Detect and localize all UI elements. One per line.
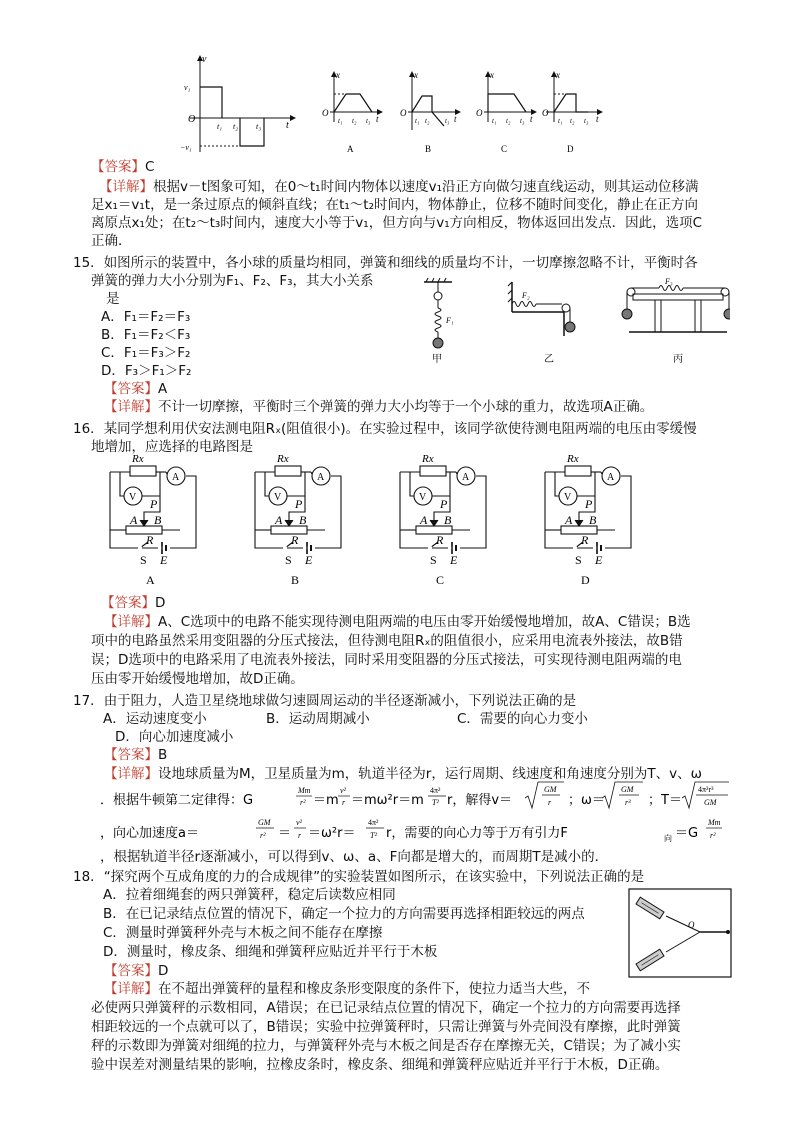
q17-answer: 【答案】B <box>104 747 168 763</box>
svg-text:A: A <box>347 144 354 154</box>
svg-text:x: x <box>336 70 340 80</box>
svg-text:4π²: 4π² <box>430 786 441 795</box>
svg-text:t₃: t₃ <box>520 117 525 125</box>
q15-stem-line-2: 弹簧的弹力大小分别为F₁、F₂、F₃，其大小关系 <box>91 273 374 289</box>
svg-text:x: x <box>490 70 494 80</box>
svg-text:乙: 乙 <box>544 354 554 365</box>
circuit-letter: C <box>436 573 445 587</box>
circuit-c <box>400 453 486 587</box>
svg-text:t₁: t₁ <box>338 117 343 125</box>
svg-text:D: D <box>567 144 574 154</box>
svg-text:＝mω²r＝m: ＝mω²r＝m <box>351 793 424 808</box>
svg-text:．根据牛顿第二定律得：G: ．根据牛顿第二定律得：G <box>100 793 254 808</box>
svg-text:向: 向 <box>664 834 672 843</box>
q14-explain-line-1: 【详解】根据v－t图象可知，在0～t₁时间内物体以速度v₁沿正方向做匀速直线运动，则其运动位移满 <box>99 179 699 195</box>
label-b: B <box>299 513 307 527</box>
q17-option-b: B．运动周期减小 <box>266 711 370 727</box>
svg-text:t₁: t₁ <box>492 117 497 125</box>
svg-text:t₁: t₁ <box>415 117 420 125</box>
svg-text:4π²: 4π² <box>368 818 379 827</box>
q18-explain-line-3: 相距较远的一个点就可以了，B错误；实验中拉弹簧秤时，只需让弹簧与外壳间没有摩擦，此时弹簧 <box>91 1019 681 1035</box>
q16-explain-line-1: 【详解】A、C选项中的电路不能实现待测电阻两端的电压由零开始缓慢地增加，故A、C错误；B选 <box>104 614 691 630</box>
svg-text:t: t <box>596 114 599 124</box>
svg-text:v₁: v₁ <box>184 83 191 92</box>
svg-text:x: x <box>556 70 560 80</box>
svg-text:t₃: t₃ <box>256 122 262 131</box>
q16-explain-line-2: 项中的电路虽然采用变阻器的分压式接法，但待测电阻Rₓ的阻值很小，应采用电流表外接法，故B错 <box>91 633 683 649</box>
setup-bing <box>622 277 730 365</box>
svg-text:t₂: t₂ <box>570 117 575 125</box>
circuit-b <box>255 453 341 587</box>
svg-text:T²: T² <box>432 798 439 807</box>
svg-text:t: t <box>454 114 457 124</box>
label-ammeter: A <box>317 472 325 483</box>
label-a: A <box>420 513 428 527</box>
q18-explain-line-2: 必使两只弹簧秤的示数相同，A错误；在已记录结点位置的情况下，确定一个拉力的方向需要再选择 <box>91 1000 681 1016</box>
svg-text:＝: ＝ <box>278 826 292 841</box>
circuit-d <box>545 453 631 587</box>
label-a: A <box>275 513 283 527</box>
q18-explain-line-4: 秤的示数即为弹簧对细绳的拉力，与弹簧秤外壳与木板之间是否存在摩擦无关，C错误；为了减小实 <box>91 1038 681 1054</box>
setup-jia <box>424 278 454 365</box>
q17-formula-line-2 <box>100 780 730 816</box>
q18-explain-line-1: 【详解】在不超出弹簧秤的量程和橡皮条形变限度的条件下，使拉力适当大些，不 <box>104 981 590 997</box>
svg-text:t₂: t₂ <box>233 122 239 131</box>
label-s: S <box>285 553 292 567</box>
q18-option-b: B．在已记录结点位置的情况下，确定一个拉力的方向需要再选择相距较远的两点 <box>103 906 585 922</box>
label-r: R <box>146 533 154 547</box>
force-board-figure <box>628 888 732 978</box>
q16-answer: 【答案】D <box>101 595 166 611</box>
svg-text:GM: GM <box>621 785 634 794</box>
q17-option-c: C．需要的向心力变小 <box>457 711 588 727</box>
rheostat <box>561 526 597 534</box>
svg-text:−v₁: −v₁ <box>180 143 192 152</box>
circuit-letter: B <box>291 573 300 587</box>
label-e: E <box>160 553 168 567</box>
svg-text:t₃: t₃ <box>584 117 589 125</box>
resistor-rx <box>565 466 591 476</box>
circuit-letter: A <box>146 573 155 587</box>
q15-option-b: B．F₁＝F₂＜F₃ <box>101 327 191 343</box>
q14-explain-line-2: 足x₁＝v₁t，是一条过原点的倾斜直线；在t₁～t₂时间内，物体静止，位移不随时间变化，静止在正方向 <box>91 197 699 213</box>
label-a: A <box>130 513 138 527</box>
q14-explain-line-3: 离原点x₁处；在t₂～t₃时间内，速度大小等于v₁，但方向与v₁方向相反，物体返回出发点．因此，选项C <box>91 215 703 231</box>
label-s: S <box>430 553 437 567</box>
label-rx: Rx <box>567 453 579 465</box>
label-r: R <box>291 533 299 547</box>
q18-option-c: C．测量时弹簧秤外壳与木板之间不能存在摩擦 <box>103 925 383 941</box>
label-voltmeter: V <box>419 492 427 503</box>
label-voltmeter: V <box>274 492 282 503</box>
svg-text:r²: r² <box>300 798 306 807</box>
svg-text:t₂: t₂ <box>352 117 357 125</box>
q18-explain-line-5: 验中误差对测量结果的影响，拉橡皮条时，橡皮条、细绳和弹簧秤应贴近并平行于木板，D正确。 <box>91 1057 669 1073</box>
rheostat <box>416 526 452 534</box>
svg-text:＝ω²r＝: ＝ω²r＝ <box>308 826 356 841</box>
circuit-letter: D <box>581 573 590 587</box>
svg-text:t₃: t₃ <box>445 117 450 125</box>
svg-text:x: x <box>414 70 418 80</box>
svg-text:v: v <box>202 54 207 65</box>
svg-text:r: r <box>298 831 302 840</box>
svg-text:GM: GM <box>544 785 557 794</box>
q15-option-a: A．F₁＝F₂＝F₃ <box>101 309 191 325</box>
svg-text:GM: GM <box>704 798 717 807</box>
svg-text:r³: r³ <box>625 798 631 807</box>
svg-text:F₃: F₃ <box>665 277 673 286</box>
label-r: R <box>581 533 589 547</box>
svg-text:GM: GM <box>258 818 271 827</box>
label-e: E <box>595 553 603 567</box>
label-p: P <box>295 497 303 511</box>
svg-text:C: C <box>501 144 508 154</box>
svg-text:O: O <box>688 920 695 930</box>
label-e: E <box>305 553 313 567</box>
v-t-graph <box>180 54 295 152</box>
svg-text:Mm: Mm <box>298 786 311 795</box>
svg-text:r: r <box>342 798 346 807</box>
svg-text:r，需要的向心力等于万有引力F: r，需要的向心力等于万有引力F <box>386 826 568 841</box>
svg-text:＝m: ＝m <box>313 793 339 808</box>
label-ammeter: A <box>607 472 615 483</box>
svg-text:B: B <box>425 144 432 154</box>
q16-explain-line-3: 误；D选项中的电路采用了电流表外接法，同时采用变阻器的分压式接法，可实现待测电阻两端的电 <box>91 652 682 668</box>
svg-text:＝G: ＝G <box>675 826 699 841</box>
label-ammeter: A <box>172 472 180 483</box>
svg-text:t₃: t₃ <box>366 117 371 125</box>
svg-text:；T＝: ；T＝ <box>648 793 682 808</box>
motion-graphs-figure <box>180 50 563 155</box>
svg-text:F₁: F₁ <box>446 316 454 325</box>
setup-yi <box>508 282 575 365</box>
circuit-a <box>110 453 196 587</box>
q14-answer: 【答案】C <box>91 159 155 175</box>
q17-explain-line-1: 【详解】设地球质量为M，卫星质量为m，轨道半径为r，运行周期、线速度和角速度分别为T、v、ω <box>104 766 702 782</box>
svg-text:t₁: t₁ <box>217 122 223 131</box>
label-p: P <box>150 497 158 511</box>
option-graph-a <box>322 70 382 154</box>
label-r: R <box>436 533 444 547</box>
q18-answer: 【答案】D <box>104 963 169 979</box>
label-s: S <box>140 553 147 567</box>
label-e: E <box>450 553 458 567</box>
svg-text:O: O <box>542 108 549 118</box>
q15-option-d: D．F₃＞F₁＞F₂ <box>101 363 192 379</box>
svg-text:O: O <box>476 108 483 118</box>
q16-stem-line-2: 地增加，应选择的电路图是 <box>91 439 253 455</box>
label-s: S <box>575 553 582 567</box>
label-rx: Rx <box>132 453 144 465</box>
option-graph-d <box>540 50 610 155</box>
circuits-figure <box>100 452 660 592</box>
svg-text:T²: T² <box>370 831 377 840</box>
svg-text:F₂: F₂ <box>522 291 530 300</box>
svg-text:t₂: t₂ <box>425 117 430 125</box>
q18-option-d: D．测量时，橡皮条、细绳和弹簧秤应贴近并平行于木板 <box>103 944 438 960</box>
svg-text:4π²r³: 4π²r³ <box>698 785 714 794</box>
q14-explain-line-4: 正确． <box>91 233 132 249</box>
label-voltmeter: V <box>129 492 137 503</box>
svg-text:r，解得v＝: r，解得v＝ <box>447 793 513 808</box>
svg-text:甲: 甲 <box>432 354 442 365</box>
svg-text:t: t <box>286 120 289 131</box>
q18-stem: 18．“探究两个互成角度的力的合成规律”的实验装置如图所示，在该实验中，下列说法正确的是 <box>73 869 645 885</box>
svg-text:；ω＝: ；ω＝ <box>568 793 605 808</box>
svg-text:v²: v² <box>296 818 302 827</box>
svg-text:r: r <box>548 798 552 807</box>
option-graph-c <box>476 70 536 154</box>
label-b: B <box>154 513 162 527</box>
q15-answer: 【答案】A <box>104 381 168 397</box>
q15-stem-line-1: 15．如图所示的装置中，各小球的质量均相同，弹簧和细线的质量均不计，一切摩擦忽略不计，平衡时各 <box>73 255 698 271</box>
q17-formula-line-3 <box>100 815 730 849</box>
svg-text:t: t <box>530 114 533 124</box>
q17-option-d: D．向心加速度减小 <box>115 729 234 745</box>
svg-text:t: t <box>376 114 379 124</box>
label-rx: Rx <box>277 453 289 465</box>
label-rx: Rx <box>422 453 434 465</box>
svg-text:Mm: Mm <box>708 818 721 827</box>
label-ammeter: A <box>462 472 470 483</box>
label-p: P <box>585 497 593 511</box>
svg-text:O: O <box>322 108 329 118</box>
svg-text:r²: r² <box>260 831 266 840</box>
rheostat <box>271 526 307 534</box>
svg-text:t₂: t₂ <box>506 117 511 125</box>
label-b: B <box>589 513 597 527</box>
svg-text:t₁: t₁ <box>558 117 563 125</box>
resistor-rx <box>420 466 446 476</box>
svg-text:O: O <box>400 108 407 118</box>
q17-option-a: A．运动速度变小 <box>103 711 207 727</box>
q15-option-c: C．F₁＝F₃＞F₂ <box>101 345 191 361</box>
resistor-rx <box>275 466 301 476</box>
option-graph-b <box>400 70 460 154</box>
q15-explain: 【详解】不计一切摩擦，平衡时三个弹簧的弹力大小均等于一个小球的重力，故选项A正确。 <box>104 399 654 415</box>
q15-stem-line-3: 是 <box>106 291 120 307</box>
q16-explain-line-4: 压由零开始缓慢地增加，故D正确。 <box>91 671 304 687</box>
q17-stem: 17．由于阻力，人造卫星绕地球做匀速圆周运动的半径逐渐减小，下列说法正确的是 <box>73 693 577 709</box>
label-b: B <box>444 513 452 527</box>
q18-option-a: A．拉着细绳套的两只弹簧秤，稳定后读数应相同 <box>103 887 396 903</box>
label-p: P <box>440 497 448 511</box>
label-a: A <box>565 513 573 527</box>
svg-text:丙: 丙 <box>673 354 683 365</box>
svg-text:r²: r² <box>710 831 716 840</box>
rheostat <box>126 526 162 534</box>
svg-text:O: O <box>188 114 196 125</box>
svg-text:v²: v² <box>340 786 346 795</box>
spring-setups-figure <box>410 276 730 376</box>
q16-stem-line-1: 16．某同学想利用伏安法测电阻Rₓ(阻值很小)。在实验过程中，该同学欲使待测电阻两端的电压由零缓慢 <box>73 421 697 437</box>
label-voltmeter: V <box>564 492 572 503</box>
resistor-rx <box>130 466 156 476</box>
q17-explain-line-4: ，根据轨道半径r逐渐减小，可以得到v、ω、a、F向都是增大的，而周期T是减小的． <box>100 849 609 865</box>
svg-text:，向心加速度a＝: ，向心加速度a＝ <box>100 826 199 841</box>
